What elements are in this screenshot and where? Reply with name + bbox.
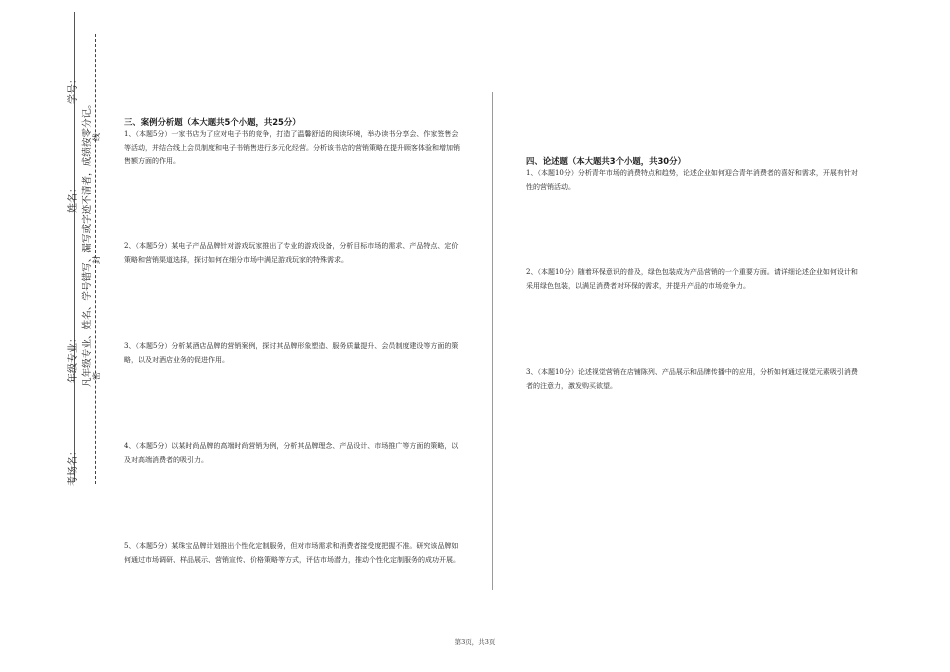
page-footer: 第3页，共3页 — [454, 638, 496, 646]
seal-char-feng: 封 — [92, 256, 101, 264]
case-question-1: 1、（本题5分）一家书店为了应对电子书的竞争，打造了温馨舒适的阅读环境，举办读书分享会、作家签售会等活动，并结合线上会员制度和电子书销售进行多元化经营。分析该书店的营销策略在提升顾客体验和增加销售额方面的作用。 — [124, 130, 460, 165]
case-question-2: 2、（本题5分）某电子产品品牌针对游戏玩家推出了专业的游戏设备，分析目标市场的需求、产品特点、定价策略和营销渠道选择，探讨如何在细分市场中满足游戏玩家的特殊需求。 — [124, 242, 459, 264]
field-student-id: 学号： — [68, 74, 79, 104]
essay-question-3: 3、（本题10分）论述视觉营销在店铺陈列、产品展示和品牌传播中的应用，分析如何通过视觉元素吸引消费者的注意力，激发购买欲望。 — [526, 368, 858, 390]
essay-question-2: 2、（本题10分）随着环保意识的普及，绿色包装成为产品营销的一个重要方面。请详细论述企业如何设计和采用绿色包装，以满足消费者对环保的需求，并提升产品的市场竞争力。 — [526, 268, 858, 290]
essay-question-1: 1、（本题10分）分析青年市场的消费特点和趋势，论述企业如何迎合青年消费者的喜好和需求，开展有针对性的营销活动。 — [526, 169, 858, 191]
case-question-5: 5、（本题5分）某珠宝品牌计划推出个性化定制服务，但对市场需求和消费者接受度把握不准。研究该品牌如何通过市场调研、样品展示、营销宣传、价格策略等方式，评估市场潜力，推动个性化定制服务的成功开展。 — [124, 542, 460, 564]
field-school: 考场名： — [68, 446, 79, 486]
section3-title: 三、案例分析题（本大题共5个小题，共25分） — [124, 117, 301, 127]
case-question-4: 4、（本题5分）以某时尚品牌的高端时尚营销为例，分析其品牌理念、产品设计、市场推广等方面的策略，以及对高端消费者的吸引力。 — [124, 442, 459, 464]
column-divider — [492, 92, 493, 590]
binding-warning: 凡年级专业、姓名、学号错写、漏写或字迹不清者，成绩按零分记。 — [82, 99, 93, 387]
case-question-3: 3、（本题5分）分析某酒店品牌的营销案例，探讨其品牌形象塑造、服务质量提升、会员制度建设等方面的策略，以及对酒店业务的促进作用。 — [124, 342, 459, 364]
section4-title: 四、论述题（本大题共3个小题，共30分） — [526, 156, 686, 166]
field-grade-major: 年级专业： — [68, 333, 79, 383]
seal-char-mi: 密 — [92, 372, 101, 380]
field-name: 姓名： — [68, 183, 79, 213]
seal-char-xian: 线 — [92, 133, 101, 141]
